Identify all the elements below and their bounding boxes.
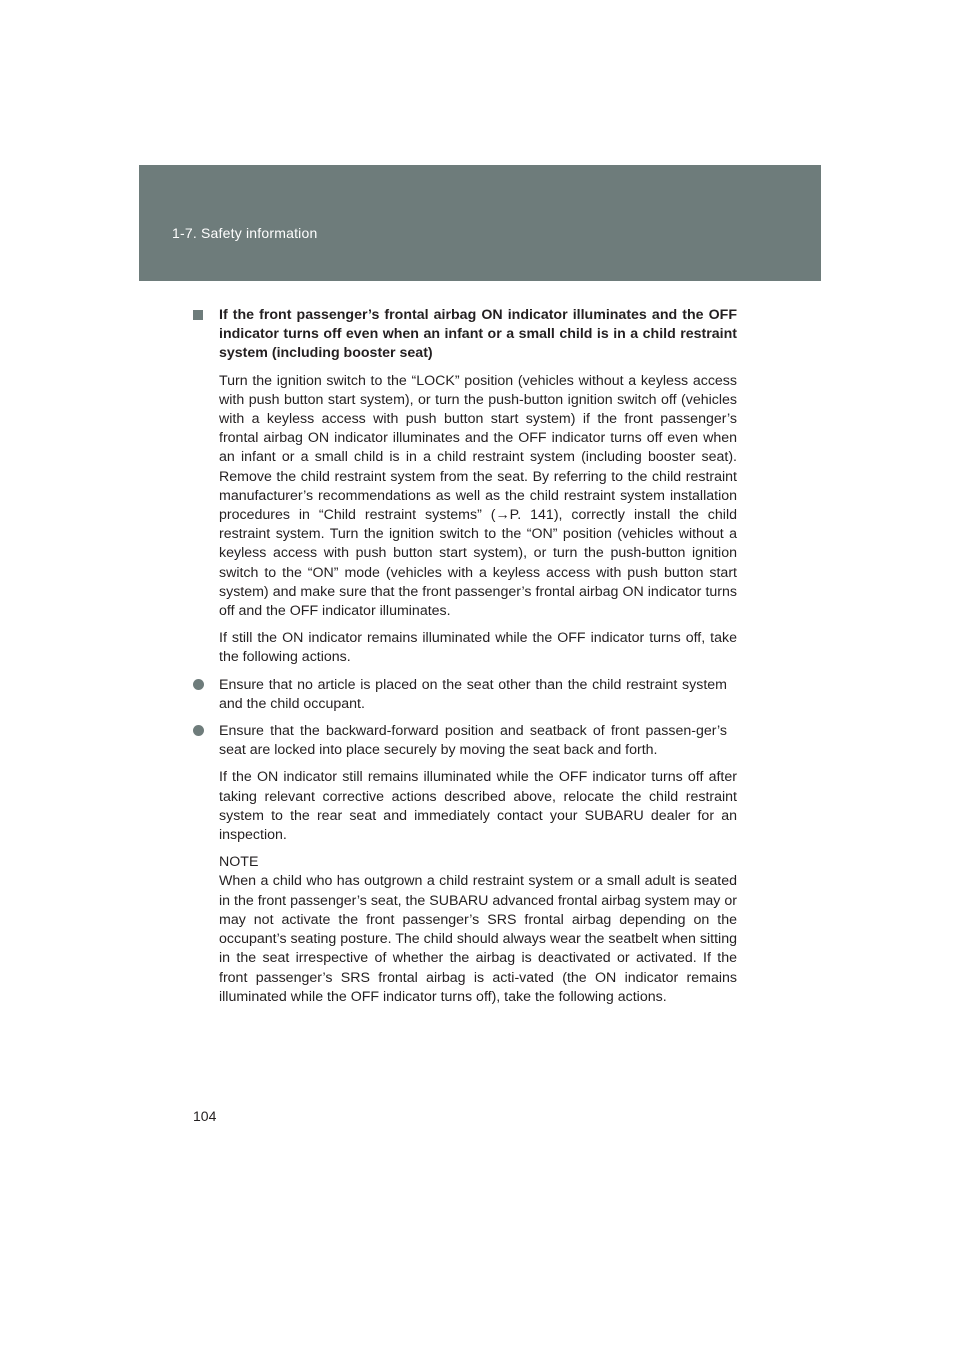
- bullet-item-text: Ensure that the backward-forward position and seatback of front passen-ger’s seat are locked into place securely by moving the seat back and forth.: [219, 723, 727, 759]
- square-bullet-icon: [193, 310, 203, 320]
- section-heading-text: If the front passenger’s frontal airbag ON indicator illuminates and the OFF indicator turns off even when an infant or a small child is in a child restraint system (including booster seat): [219, 307, 737, 362]
- header-band: [139, 165, 821, 281]
- page-content: [193, 306, 737, 1007]
- body-paragraph-1: Turn the ignition switch to the “LOCK” position (vehicles without a keyless access with push button start system), or turn the push-button ignition switch off (vehicles with a keyless access with push button start system) if the front passenger’s frontal airbag ON indicator illuminates and the OFF indicator turns off even when an infant or a small child is in a child restraint system (including booster seat). Remove the child restraint system from the seat. By referring to the child restraint manufacturer’s recommendations as well as the child restraint system installation procedures in “Child restraint systems” (→P. 141), correctly install the child restraint system. Turn the ignition switch to the “ON” position (vehicles without a keyless access with push button start system), or turn the push-button ignition switch to the “ON” mode (vehicles with a keyless access with push button start system) and make sure that the front passenger’s frontal airbag ON indicator turns off and the OFF indicator illuminates.: [219, 372, 737, 620]
- body-paragraph-2: If still the ON indicator remains illuminated while the OFF indicator turns off, take the following actions.: [219, 630, 737, 666]
- note-block: [193, 853, 737, 1007]
- bullet-item-text: Ensure that no article is placed on the seat other than the child restraint system and the child occupant.: [219, 676, 727, 712]
- bullet-item-2: [193, 722, 737, 760]
- section-heading: [193, 306, 737, 364]
- note-label: NOTE: [219, 854, 259, 871]
- circle-bullet-icon: [193, 679, 204, 690]
- body-paragraph-3: If the ON indicator still remains illuminated while the OFF indicator turns off after taking relevant corrective actions described above, relocate the child restraint system to the rear seat and immediately contact your SUBARU dealer for an inspection.: [219, 769, 737, 844]
- section-label: 1-7. Safety information: [172, 225, 318, 241]
- bullet-item-1: [193, 676, 737, 714]
- page-number: 104: [193, 1108, 217, 1124]
- circle-bullet-icon: [193, 725, 204, 736]
- note-text: When a child who has outgrown a child restraint system or a small adult is seated in the front passenger’s seat, the SUBARU advanced frontal airbag system may or may not activate the front passenger’s SRS frontal airbag depending on the occupant’s seating posture. The child should always wear the seatbelt when sitting in the seat irrespective of whether the airbag is deactivated or activated. If the front passenger’s SRS frontal airbag is acti-vated (the ON indicator remains illuminated while the OFF indicator turns off), take the following actions.: [219, 873, 737, 1005]
